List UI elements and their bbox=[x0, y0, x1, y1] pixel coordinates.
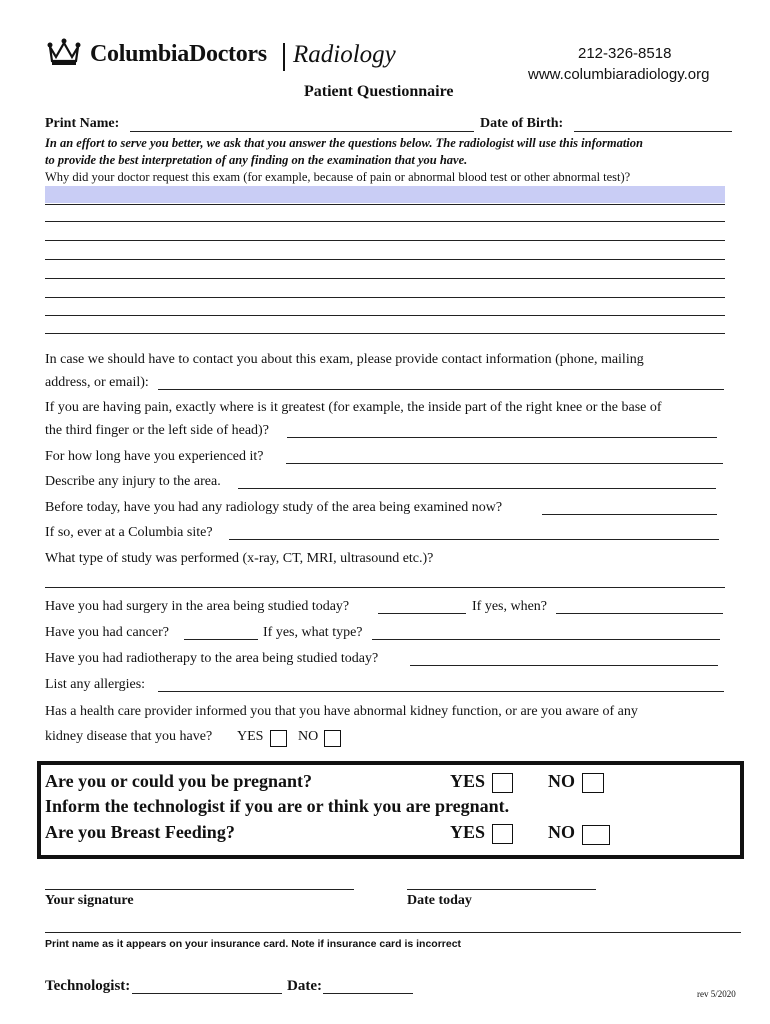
study-type-field[interactable] bbox=[45, 587, 725, 588]
breastfeeding-question: Are you Breast Feeding? bbox=[45, 822, 235, 842]
contact-question-2: address, or email): bbox=[45, 375, 149, 390]
pain-duration-field[interactable] bbox=[286, 463, 723, 464]
cancer-question: Have you had cancer? bbox=[45, 625, 169, 640]
columbia-site-field[interactable] bbox=[229, 539, 719, 540]
why-exam-line-4[interactable] bbox=[45, 259, 725, 260]
pregnant-no-label: NO bbox=[548, 771, 575, 791]
cancer-field[interactable] bbox=[184, 639, 258, 640]
surgery-when-field[interactable] bbox=[556, 613, 723, 614]
inform-technologist-note: Inform the technologist if you are or think you are pregnant. bbox=[45, 796, 510, 816]
print-name-label: Print Name: bbox=[45, 116, 120, 131]
why-exam-line-3[interactable] bbox=[45, 240, 725, 241]
date-today-field[interactable] bbox=[407, 889, 596, 890]
pain-field[interactable] bbox=[287, 437, 717, 438]
dob-label: Date of Birth: bbox=[480, 116, 564, 131]
technologist-date-label: Date: bbox=[287, 978, 322, 994]
pain-duration-question: For how long have you experienced it? bbox=[45, 449, 264, 464]
technologist-label: Technologist: bbox=[45, 978, 131, 994]
injury-question: Describe any injury to the area. bbox=[45, 474, 221, 489]
breastfeeding-yes-checkbox[interactable] bbox=[492, 824, 513, 844]
columbia-site-question: If so, ever at a Columbia site? bbox=[45, 525, 213, 540]
technologist-date-field[interactable] bbox=[323, 993, 413, 994]
prior-study-question: Before today, have you had any radiology study of the area being examined now? bbox=[45, 500, 503, 515]
breastfeeding-no-label: NO bbox=[548, 822, 575, 842]
pregnant-no-checkbox[interactable] bbox=[582, 773, 604, 793]
pain-question-1: If you are having pain, exactly where is it greatest (for example, the inside part of the right knee or the base of bbox=[45, 400, 662, 415]
signature-label: Your signature bbox=[45, 893, 134, 908]
why-exam-question: Why did your doctor request this exam (for example, because of pain or abnormal blood test or other abnormal test)? bbox=[45, 170, 631, 184]
kidney-yes-label: YES bbox=[237, 729, 264, 744]
why-exam-line-6[interactable] bbox=[45, 297, 725, 298]
website-url: www.columbiaradiology.org bbox=[528, 66, 710, 83]
injury-field[interactable] bbox=[238, 488, 716, 489]
page-title: Patient Questionnaire bbox=[304, 83, 454, 100]
study-type-question: What type of study was performed (x-ray, CT, MRI, ultrasound etc.)? bbox=[45, 551, 434, 566]
cancer-type-field[interactable] bbox=[372, 639, 720, 640]
radiotherapy-field[interactable] bbox=[410, 665, 718, 666]
pregnant-yes-label: YES bbox=[450, 771, 486, 791]
pregnant-yes-checkbox[interactable] bbox=[492, 773, 513, 793]
insurance-name-field[interactable] bbox=[45, 932, 741, 933]
kidney-no-label: NO bbox=[298, 729, 319, 744]
crown-logo-icon bbox=[47, 38, 81, 66]
kidney-question-1: Has a health care provider informed you that you have abnormal kidney function, or are you aware of any bbox=[45, 704, 638, 719]
radiotherapy-question: Have you had radiotherapy to the area being studied today? bbox=[45, 651, 379, 666]
why-exam-highlight-field[interactable] bbox=[45, 186, 725, 203]
pain-question-2: the third finger or the left side of head)? bbox=[45, 423, 269, 438]
contact-field[interactable] bbox=[158, 389, 724, 390]
surgery-question: Have you had surgery in the area being studied today? bbox=[45, 599, 350, 614]
allergies-field[interactable] bbox=[158, 691, 724, 692]
pregnant-question: Are you or could you be pregnant? bbox=[45, 771, 313, 791]
why-exam-line-2[interactable] bbox=[45, 221, 725, 222]
print-name-field[interactable] bbox=[130, 131, 474, 132]
why-exam-line-1[interactable] bbox=[45, 204, 725, 205]
date-today-label: Date today bbox=[407, 893, 472, 908]
breastfeeding-yes-label: YES bbox=[450, 822, 486, 842]
kidney-no-checkbox[interactable] bbox=[324, 730, 341, 747]
cancer-type-label: If yes, what type? bbox=[263, 625, 363, 640]
why-exam-line-8[interactable] bbox=[45, 333, 725, 334]
brand-name: ColumbiaDoctors bbox=[90, 41, 267, 67]
prior-study-field[interactable] bbox=[542, 514, 717, 515]
intro-line-2: to provide the best interpretation of any finding on the examination that you have. bbox=[45, 153, 468, 167]
intro-line-1: In an effort to serve you better, we ask that you answer the questions below. The radiologist will use this information bbox=[45, 136, 643, 150]
technologist-field[interactable] bbox=[132, 993, 282, 994]
department-name: Radiology bbox=[293, 41, 396, 68]
allergies-question: List any allergies: bbox=[45, 677, 146, 692]
revision-label: rev 5/2020 bbox=[697, 989, 736, 999]
why-exam-line-5[interactable] bbox=[45, 278, 725, 279]
insurance-note: Print name as it appears on your insurance card. Note if insurance card is incorrect bbox=[45, 938, 462, 950]
phone-number: 212-326-8518 bbox=[578, 45, 672, 62]
why-exam-line-7[interactable] bbox=[45, 315, 725, 316]
signature-field[interactable] bbox=[45, 889, 354, 890]
kidney-yes-checkbox[interactable] bbox=[270, 730, 287, 747]
breastfeeding-no-checkbox[interactable] bbox=[582, 825, 610, 845]
contact-question-1: In case we should have to contact you about this exam, please provide contact information (phone, mailing bbox=[45, 352, 644, 367]
brand-divider bbox=[283, 43, 285, 71]
dob-field[interactable] bbox=[574, 131, 732, 132]
kidney-question-2: kidney disease that you have? bbox=[45, 729, 213, 744]
surgery-when-label: If yes, when? bbox=[472, 599, 548, 614]
surgery-field[interactable] bbox=[378, 613, 466, 614]
